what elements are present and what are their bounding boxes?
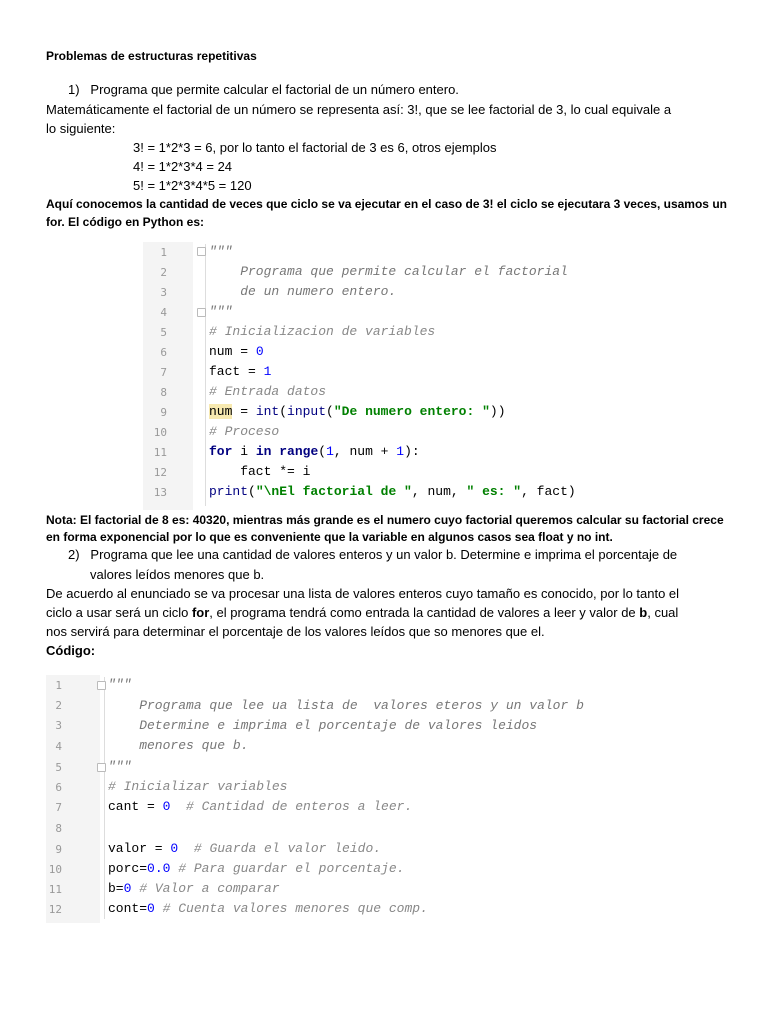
code-line: """: [108, 677, 132, 692]
code-token: 0: [147, 901, 155, 916]
line-number: 3: [55, 719, 62, 732]
code-line: # Entrada datos: [209, 384, 327, 399]
code-token: , num +: [333, 444, 397, 459]
code-line: """: [209, 244, 233, 259]
code-token: 0: [162, 799, 171, 814]
problem-2-title-line-2: valores leídos menores que b.: [90, 567, 265, 582]
p1-bold-line-2: for. El código en Python es:: [46, 215, 205, 229]
line-number: 4: [55, 740, 62, 753]
code-token: int: [255, 404, 280, 419]
code-token: , fact): [521, 484, 576, 499]
code-line: [209, 444, 420, 459]
code-token: "De numero entero: ": [333, 404, 490, 419]
code-line: # Proceso: [209, 424, 280, 439]
code-token: cont=: [108, 901, 148, 916]
code-line: menores que b.: [108, 738, 249, 753]
line-number: 10: [48, 863, 62, 876]
code-token: 0: [170, 841, 179, 856]
code-line: [108, 799, 412, 814]
page-heading: Problemas de estructuras repetitivas: [46, 49, 257, 63]
code-token: )): [489, 404, 506, 419]
fold-icon[interactable]: [97, 763, 106, 772]
text-run: , cual: [647, 605, 679, 620]
code-token: porc=: [108, 861, 148, 876]
code-line: Determine e imprima el porcentaje de valores leidos: [108, 718, 538, 733]
code-line: [108, 881, 280, 896]
text-run: b: [639, 605, 648, 620]
problem-1-title: 1) Programa que permite calcular el factorial de un número entero.: [68, 82, 459, 97]
code-line: de un numero entero.: [209, 284, 397, 299]
p1-intro-line-1: Matemáticamente el factorial de un número se representa así: 3!, que se lee factorial de 3, lo cual equivale a: [46, 102, 672, 117]
code-token: input: [287, 404, 327, 419]
code-token: 1: [263, 364, 272, 379]
line-number: 10: [153, 426, 167, 439]
code-line: [209, 364, 271, 379]
line-number: 2: [55, 699, 62, 712]
code-token: print: [209, 484, 249, 499]
code-line: [108, 861, 404, 876]
code-token: 0: [255, 344, 264, 359]
code-token: in: [255, 444, 272, 459]
code-token: (: [318, 444, 327, 459]
p2-desc-line-2: [46, 604, 678, 622]
p1-example-2: 4! = 1*2*3*4 = 24: [133, 159, 233, 174]
code-token: valor =: [108, 841, 171, 856]
p1-note-line-1: Nota: El factorial de 8 es: 40320, mientras más grande es el numero cuyo factorial queremos calcular su factorial crece: [46, 513, 724, 527]
p1-example-3: 5! = 1*2*3*4*5 = 120: [133, 178, 252, 193]
line-number: 5: [160, 326, 167, 339]
code-token: "\nEl factorial de ": [255, 484, 412, 499]
line-number: 2: [160, 266, 167, 279]
code-token: # Guarda el valor leido.: [178, 841, 382, 856]
indent-guide: [104, 677, 105, 919]
p1-example-1: 3! = 1*2*3 = 6, por lo tanto el factorial de 3 es 6, otros ejemplos: [133, 140, 497, 155]
fold-icon[interactable]: [97, 681, 106, 690]
code-line: """: [209, 304, 233, 319]
line-number: 8: [160, 386, 167, 399]
line-number: 3: [160, 286, 167, 299]
line-number: 13: [153, 486, 167, 499]
line-number: 1: [160, 246, 167, 259]
code-block-factorial: [143, 242, 603, 510]
code-token: i: [232, 444, 256, 459]
code-line: Programa que lee ua lista de valores eteros y un valor b: [108, 698, 584, 713]
code-line: # Inicializar variables: [108, 779, 288, 794]
code-token: num: [209, 404, 233, 419]
code-line: [209, 404, 506, 419]
code-line: # Inicializacion de variables: [209, 324, 436, 339]
line-number: 9: [160, 406, 167, 419]
code-token: b=: [108, 881, 124, 896]
code-block-porcentaje: [46, 675, 726, 923]
code-line: [108, 841, 381, 856]
code-token: 0.0: [147, 861, 171, 876]
line-number: 12: [48, 903, 62, 916]
code-token: 1: [326, 444, 334, 459]
line-number: 11: [48, 883, 62, 896]
fold-icon[interactable]: [197, 308, 206, 317]
code-line: [108, 901, 428, 916]
line-number: 11: [153, 446, 167, 459]
line-number: 12: [153, 466, 167, 479]
code-line: [209, 484, 576, 499]
code-token: cant =: [108, 799, 163, 814]
code-line: """: [108, 759, 132, 774]
code-token: for: [209, 444, 233, 459]
indent-guide: [205, 244, 206, 506]
code-token: fact =: [209, 364, 264, 379]
code-token: # Para guardar el porcentaje.: [170, 861, 405, 876]
code-token: range: [279, 444, 319, 459]
line-number: 8: [55, 822, 62, 835]
code-token: # Cuenta valores menores que comp.: [154, 901, 428, 916]
code-token: (: [279, 404, 288, 419]
line-number: 6: [160, 346, 167, 359]
text-run: , el programa tendrá como entrada la cantidad de valores a leer y valor de: [209, 605, 640, 620]
line-number: 5: [55, 761, 62, 774]
line-number: 4: [160, 306, 167, 319]
line-number: 9: [55, 843, 62, 856]
text-run: ciclo a usar será un ciclo: [46, 605, 192, 620]
line-number: 1: [55, 679, 62, 692]
text-run: for: [191, 605, 210, 620]
code-token: (: [326, 404, 334, 419]
fold-icon[interactable]: [197, 247, 206, 256]
p2-desc-line-1: De acuerdo al enunciado se va procesar una lista de valores enteros cuyo tamaño es conocido, por lo tanto el: [46, 586, 680, 601]
code-line: fact *= i: [209, 464, 311, 479]
code-token: " es: ": [466, 484, 522, 499]
code-token: 1: [396, 444, 405, 459]
code-token: , num,: [411, 484, 467, 499]
p1-note-line-2: en forma exponencial por lo que es conveniente que la variable en algunos casos sea float y no int.: [46, 530, 613, 544]
p2-desc-line-3: nos servirá para determinar el porcentaje de los valores leídos que so menores que el.: [46, 624, 545, 639]
code-token: 0: [123, 881, 132, 896]
code-token: (: [248, 484, 256, 499]
p1-bold-line-1: Aquí conocemos la cantidad de veces que ciclo se va ejecutar en el caso de 3! el ciclo se ejecutara 3 veces, usamos un: [46, 197, 727, 211]
code-token: ):: [404, 444, 420, 459]
code-token: # Cantidad de enteros a leer.: [170, 799, 413, 814]
code-line: [209, 344, 264, 359]
problem-2-title-line-1: 2) Programa que lee una cantidad de valores enteros y un valor b. Determine e imprima el porcentaje de: [68, 547, 678, 562]
code-token: =: [232, 404, 256, 419]
line-number: 7: [160, 366, 167, 379]
codigo-label: Código:: [46, 643, 96, 658]
line-number: 7: [55, 801, 62, 814]
line-number: 6: [55, 781, 62, 794]
code-token: # Valor a comparar: [131, 881, 280, 896]
code-line: Programa que permite calcular el factorial: [209, 264, 568, 279]
code-token: num =: [209, 344, 256, 359]
p1-intro-line-2: lo siguiente:: [46, 121, 116, 136]
